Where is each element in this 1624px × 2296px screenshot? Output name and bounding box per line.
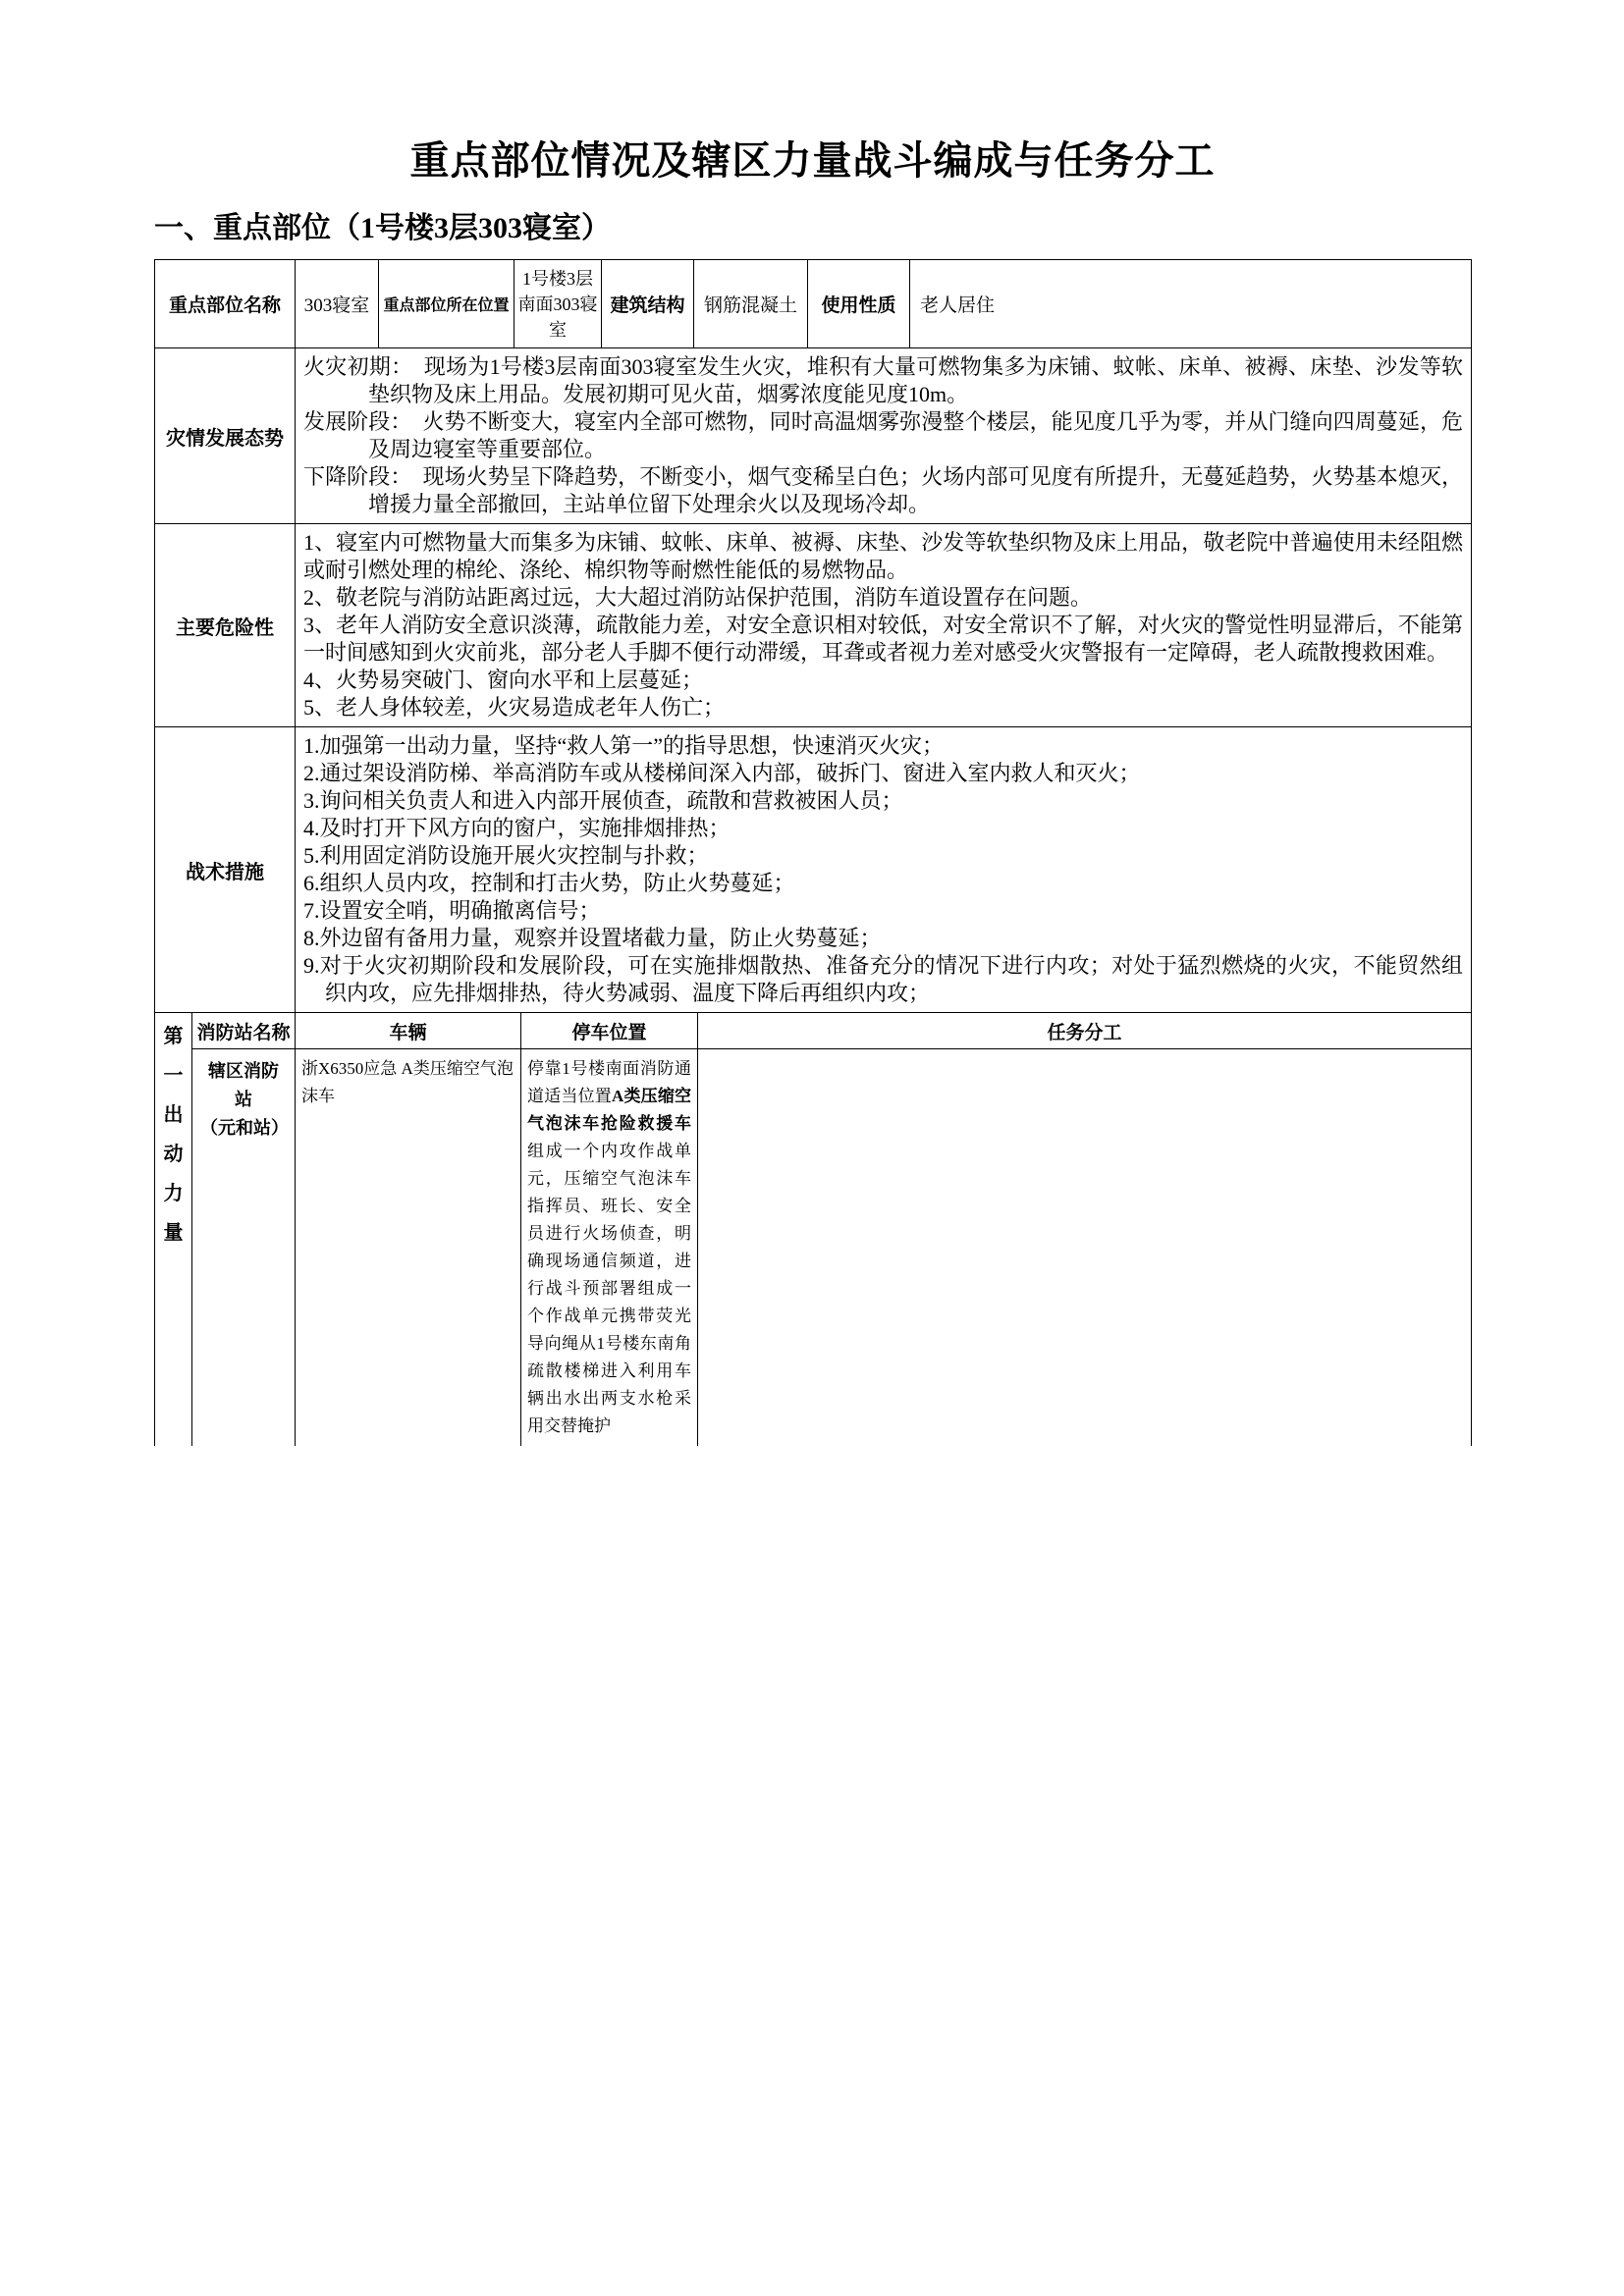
station-column-header: 消防站名称 xyxy=(192,1013,296,1049)
disaster-paragraph: 火灾初期： 现场为1号楼3层南面303寝室发生火灾，堆积有大量可燃物集多为床铺、蚊帐、床单、被褥、床垫、沙发等软垫织物及床上用品。发展初期可见火苗，烟雾浓度能见度10m。 xyxy=(303,354,1464,406)
vehicle-cell: 浙X6350应急 A类压缩空气泡沫车 xyxy=(296,1049,521,1447)
danger-row xyxy=(155,524,1472,727)
danger-item: 2、敬老院与消防站距离过远，大大超过消防站保护范围，消防车道设置存在问题。 xyxy=(303,585,1093,610)
tactics-row xyxy=(155,727,1472,1013)
parking-cell: 停靠1号楼南面消防通道适当位置A类压缩空气泡沫车抢险救援车组成一个内攻作战单元，压缩空气泡沫车指挥员、班长、安全员进行火场侦查，明确现场通信频道，进行战斗预部署组成一个作战单元携带荧光导向绳从1号楼东南角疏散楼梯进入利用车辆出水出两支水枪采用交替掩护 xyxy=(521,1049,698,1447)
parking-column-header: 停车位置 xyxy=(521,1013,698,1049)
info-name-value: 303寝室 xyxy=(296,260,379,348)
tasks-cell xyxy=(698,1049,1472,1447)
force-group-cell xyxy=(155,1013,192,1447)
disaster-paragraph: 下降阶段： 现场火势呈下降趋势，不断变小，烟气变稀呈白色；火场内部可见度有所提升，无蔓延趋势，火势基本熄灭，增援力量全部撤回，主站单位留下处理余火以及现场冷却。 xyxy=(303,464,1464,516)
station-name-cell xyxy=(192,1049,296,1447)
danger-content xyxy=(296,524,1472,727)
info-usage-value: 老人居住 xyxy=(910,260,1472,348)
info-location-value: 1号楼3层南面303寝室 xyxy=(514,260,602,348)
info-usage-label: 使用性质 xyxy=(808,260,910,348)
info-row xyxy=(155,260,1472,348)
tasks-column-header: 任务分工 xyxy=(698,1013,1472,1049)
tactics-item: 4.及时打开下风方向的窗户，实施排烟排热； xyxy=(303,816,731,840)
tactics-item: 2.通过架设消防梯、举高消防车或从楼梯间深入内部，破拆门、窗进入室内救人和灭火； xyxy=(303,761,1141,785)
key-location-table xyxy=(154,259,1472,1446)
disaster-content xyxy=(296,348,1472,524)
info-structure-label: 建筑结构 xyxy=(602,260,694,348)
vehicle-column-header: 车辆 xyxy=(296,1013,521,1049)
disaster-paragraph: 发展阶段： 火势不断变大，寝室内全部可燃物，同时高温烟雾弥漫整个楼层，能见度几乎为零，并从门缝向四周蔓延，危及周边寝室等重要部位。 xyxy=(303,409,1464,461)
danger-label: 主要危险性 xyxy=(155,524,296,727)
info-name-label: 重点部位名称 xyxy=(155,260,296,348)
danger-item: 4、火势易突破门、窗向水平和上层蔓延； xyxy=(303,667,704,692)
station-row xyxy=(155,1049,1472,1447)
tactics-content xyxy=(296,727,1472,1013)
tactics-item: 6.组织人员内攻，控制和打击火势，防止火势蔓延； xyxy=(303,871,795,895)
danger-item: 1、寝室内可燃物量大而集多为床铺、蚊帐、床单、被褥、床垫、沙发等软垫织物及床上用品，敬老院中普遍使用未经阻燃或耐引燃处理的棉纶、涤纶、棉织物等耐燃性能低的易燃物品。 xyxy=(303,530,1464,582)
danger-item: 3、老年人消防安全意识淡薄，疏散能力差，对安全意识相对较低，对安全常识不了解，对火灾的警觉性明显滞后，不能第一时间感知到火灾前兆，部分老人手脚不便行动滞缓，耳聋或者视力差对感受火灾警报有一定障碍，老人疏散搜救困难。 xyxy=(303,613,1464,665)
info-structure-value: 钢筋混凝土 xyxy=(694,260,808,348)
force-group-label: 第一出动力量 xyxy=(163,1026,184,1244)
tactics-item: 5.利用固定消防设施开展火灾控制与扑救； xyxy=(303,843,709,868)
station-name: 辖区消防站 xyxy=(208,1061,279,1109)
info-location-label: 重点部位所在位置 xyxy=(379,260,514,348)
tactics-item: 7.设置安全哨，明确撤离信号； xyxy=(303,898,601,923)
tactics-item: 1.加强第一出动力量，坚持“救人第一”的指导思想，快速消灭火灾； xyxy=(303,733,945,758)
tactics-item: 8.外边留有备用力量，观察并设置堵截力量，防止火势蔓延； xyxy=(303,926,882,950)
section-heading: 一、重点部位（1号楼3层303寝室） xyxy=(154,212,611,244)
tactics-label: 战术措施 xyxy=(155,727,296,1013)
disaster-row xyxy=(155,348,1472,524)
tactics-item: 3.询问相关负责人和进入内部开展侦查，疏散和营救被困人员； xyxy=(303,788,903,813)
document-title: 重点部位情况及辖区力量战斗编成与任务分工 xyxy=(409,138,1216,183)
station-sub-name: （元和站） xyxy=(200,1118,289,1138)
force-header-row xyxy=(155,1013,1472,1049)
tactics-item: 9.对于火灾初期阶段和发展阶段，可在实施排烟散热、准备充分的情况下进行内攻；对处于猛烈燃烧的火灾，不能贸然组织内攻，应先排烟排热，待火势减弱、温度下降后再组织内攻； xyxy=(303,953,1464,1005)
danger-item: 5、老人身体较差，火灾易造成老年人伤亡； xyxy=(303,695,726,720)
disaster-label: 灾情发展态势 xyxy=(155,348,296,524)
